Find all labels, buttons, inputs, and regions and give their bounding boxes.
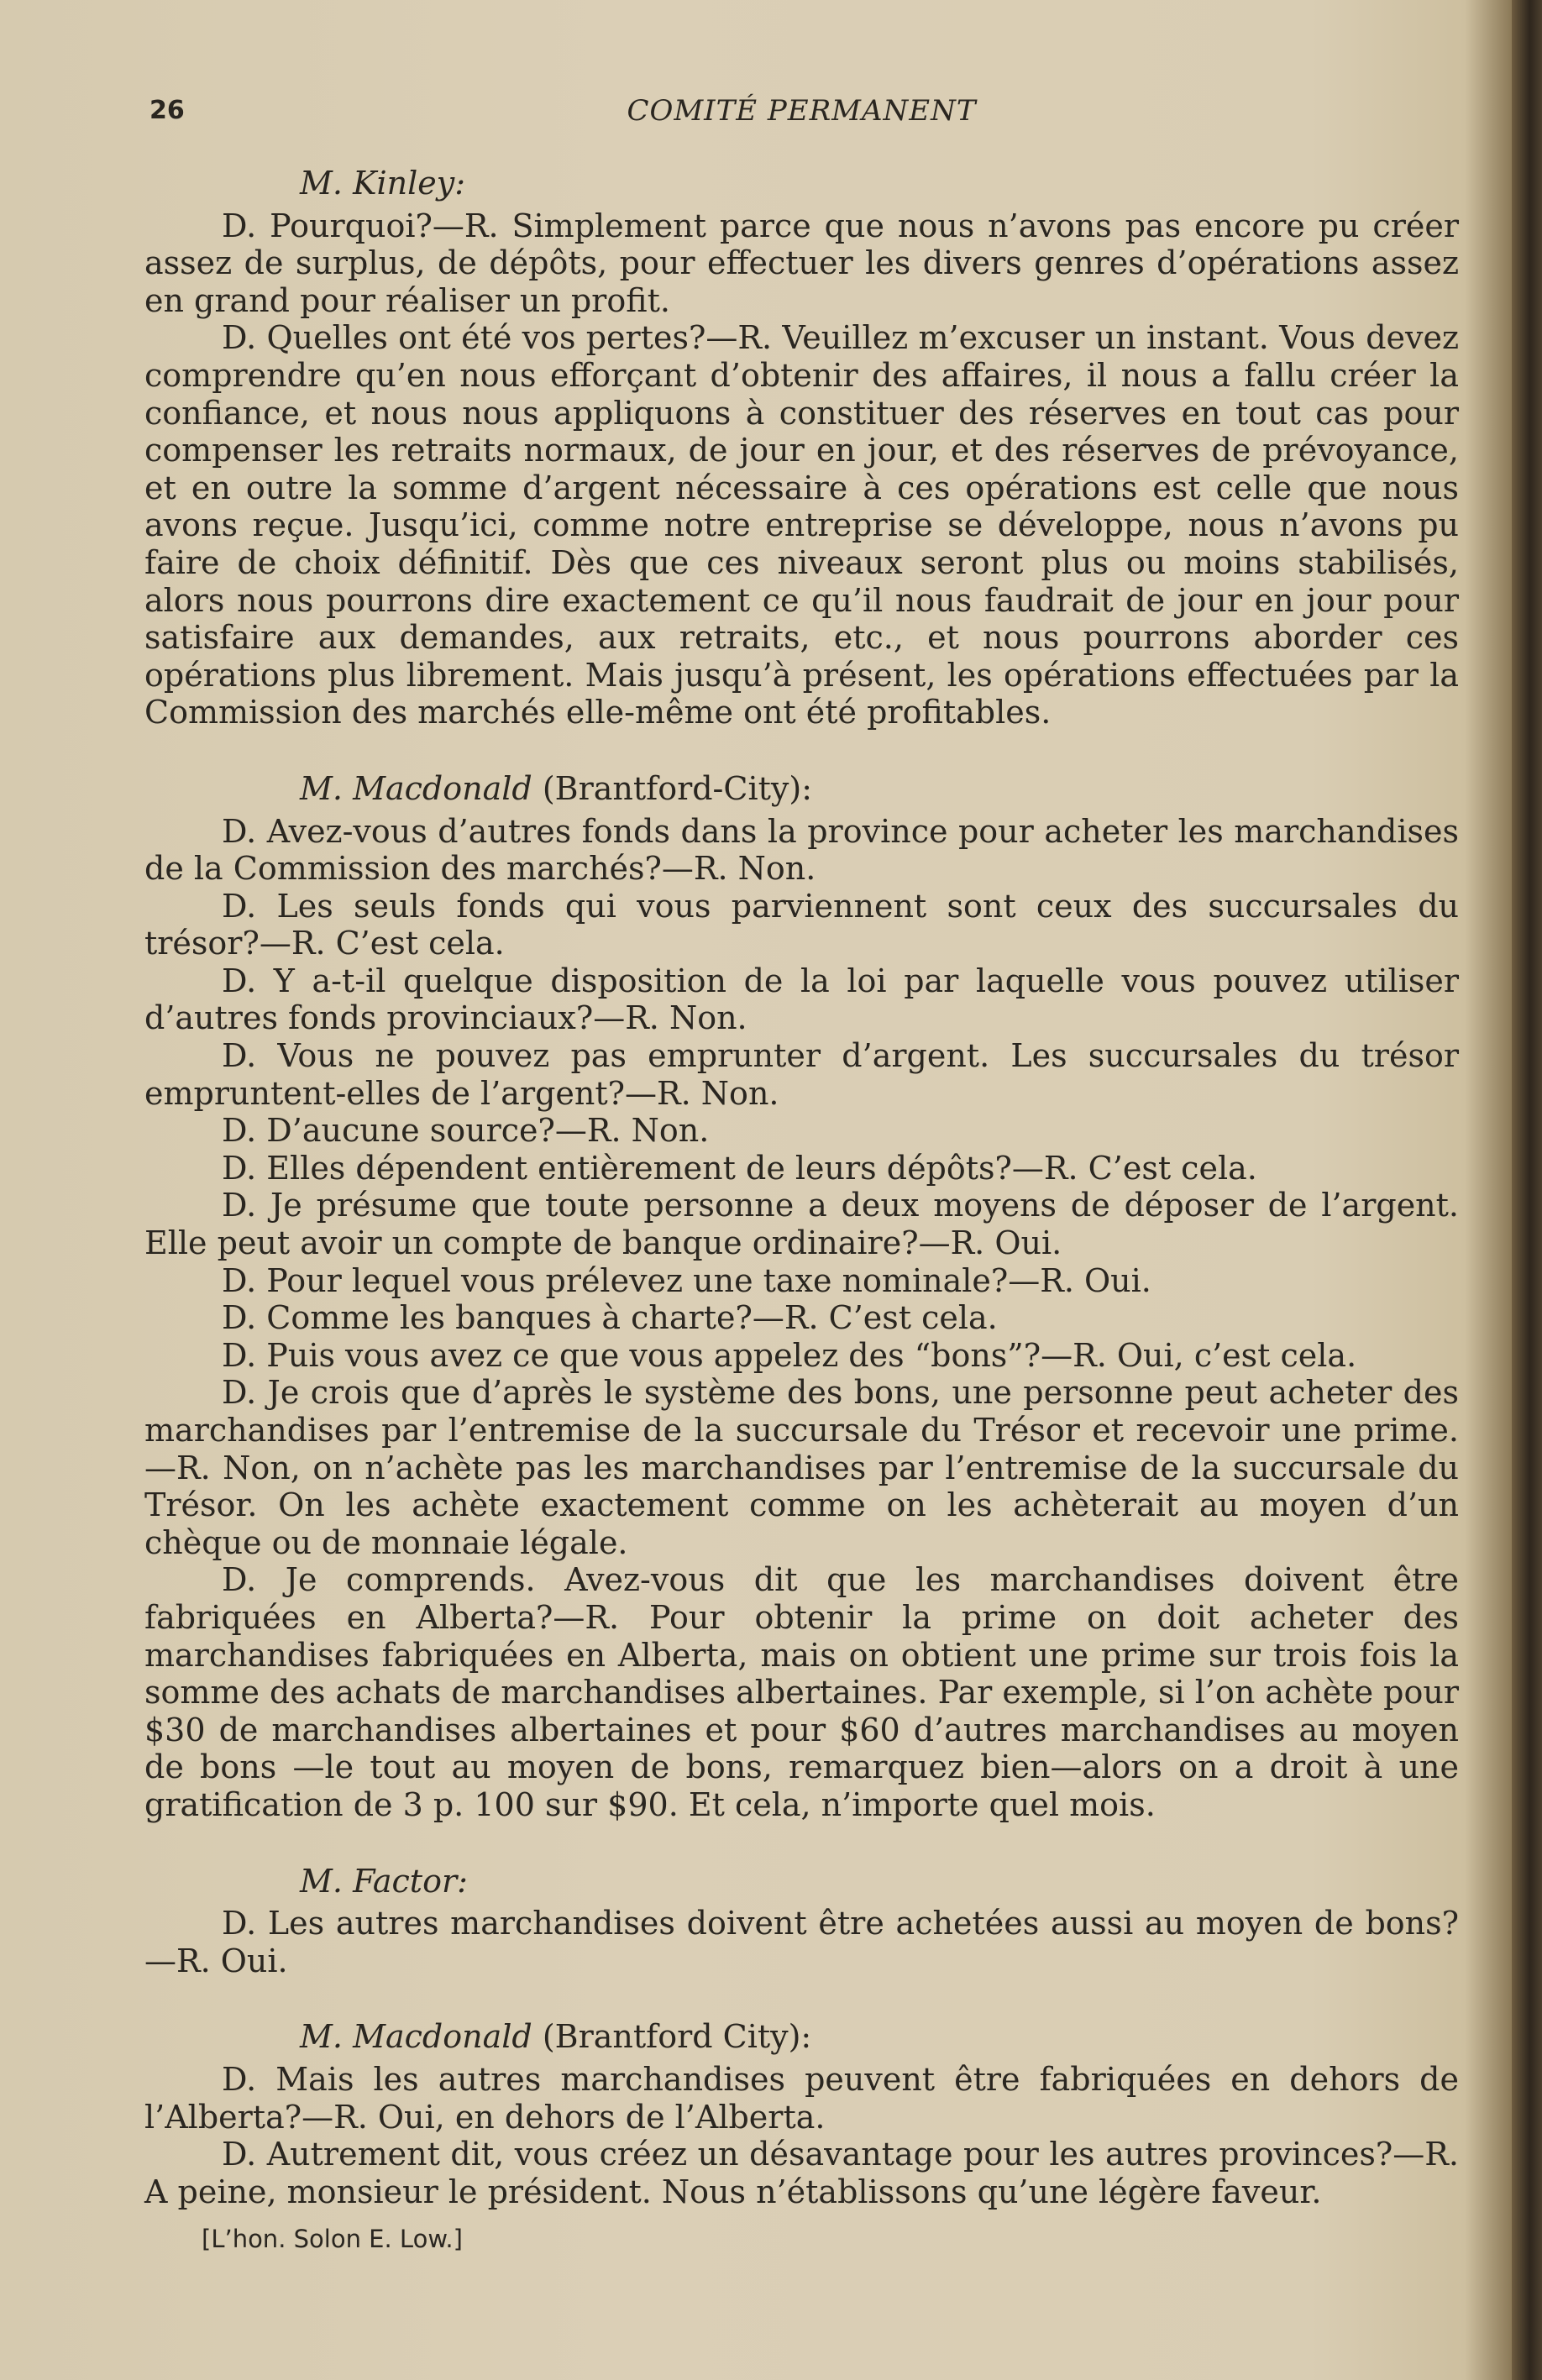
paragraph: D. Je crois que d’après le système des bons, une personne peut acheter des marchandises par l’entremise de la succursale du Trésor et recevoir une prime.—R. Non, on n’achète pas les marchandises par l’entremise de la succursale du Trésor. On les achète exactement comme on les achèterait au moyen d’un chèque ou de monnaie légale. — [144, 1374, 1459, 1561]
speaker-heading: M. Macdonald (Brantford City): — [300, 2018, 812, 2056]
paragraph: D. Les autres marchandises doivent être achetées aussi au moyen de bons?—R. Oui. — [144, 1905, 1459, 1979]
page-header — [144, 92, 1459, 134]
paragraph: D. Quelles ont été vos pertes?—R. Veuillez m’excuser un instant. Vous devez comprendre qu’en nous efforçant d’obtenir des affaires, il nous a fallu créer la confiance, et nous nous appliquons à constituer des réserves en tout cas pour compenser les retraits normaux, de jour en jour, et des réserves de prévoyance, et en outre la somme d’argent nécessaire à ces opérations est celle que nous avons reçue. Jusqu’ici, comme notre entreprise se développe, nous n’avons pu faire de choix définitif. Dès que ces niveaux seront plus ou moins stabilisés, alors nous pourrons dire exactement ce qu’il nous faudrait de jour en jour pour satisfaire aux demandes, aux retraits, etc., et nous pourrons aborder ces opérations plus librement. Mais jusqu’à présent, les opérations effectuées par la Commission des marchés elle-même ont été profitables. — [144, 319, 1459, 731]
book-spine-edge — [1512, 0, 1542, 2380]
paragraph: D. Avez-vous d’autres fonds dans la province pour acheter les marchandises de la Commission des marchés?—R. Non. — [144, 812, 1459, 888]
paragraph: D. Comme les banques à charte?—R. C’est cela. — [222, 1299, 998, 1337]
section-macdonald-1 — [144, 770, 1459, 1824]
speaker-heading: M. Kinley: — [300, 165, 465, 202]
paragraph: D. Je comprends. Avez-vous dit que les marchandises doivent être fabriquées en Alberta?—R. Pour obtenir la prime on doit acheter des marchandises fabriquées en Alberta, mais on obtient une prime sur trois fois la somme des achats de marchandises albertaines. Par exemple, si l’on achète pour $30 de marchandises albertaines et pour $60 d’autres marchandises au moyen de bons —le tout au moyen de bons, remarquez bien—alors on a droit à une gratification de 3 p. 100 sur $90. Et cela, n’importe quel mois. — [144, 1561, 1459, 1823]
speaker-footnote: [L’hon. Solon E. Low.] — [202, 2225, 463, 2254]
paragraph: D. Autrement dit, vous créez un désavantage pour les autres provinces?—R. A peine, monsieur le président. Nous n’établissons qu’une légère faveur. — [144, 2136, 1459, 2210]
paragraph: D. Les seuls fonds qui vous parviennent sont ceux des succursales du trésor?—R. C’est cela. — [144, 887, 1459, 962]
paragraph: D. D’aucune source?—R. Non. — [222, 1112, 710, 1150]
paragraph: D. Y a-t-il quelque disposition de la loi par laquelle vous pouvez utiliser d’autres fonds provinciaux?—R. Non. — [144, 962, 1459, 1037]
document-body — [144, 92, 1459, 2258]
section-kinley — [144, 165, 1459, 731]
paragraph: D. Je présume que toute personne a deux moyens de déposer de l’argent. Elle peut avoir un compte de banque ordinaire?—R. Oui. — [144, 1187, 1459, 1262]
paragraph: D. Puis vous avez ce que vous appelez des “bons”?—R. Oui, c’est cela. — [222, 1336, 1357, 1374]
paragraph: D. Vous ne pouvez pas emprunter d’argent. Les succursales du trésor empruntent-elles de l’argent?—R. Non. — [144, 1037, 1459, 1112]
paragraph: D. Elles dépendent entièrement de leurs dépôts?—R. C’est cela. — [222, 1149, 1257, 1187]
section-factor — [144, 1863, 1459, 1980]
paragraph: D. Pour lequel vous prélevez une taxe nominale?—R. Oui. — [222, 1261, 1151, 1299]
running-title: COMITÉ PERMANENT — [627, 94, 977, 128]
speaker-heading: M. Factor: — [300, 1862, 468, 1900]
paragraph: D. Mais les autres marchandises peuvent être fabriquées en dehors de l’Alberta?—R. Oui, en dehors de l’Alberta. — [144, 2060, 1459, 2136]
page-number: 26 — [149, 96, 185, 125]
section-macdonald-2 — [144, 2018, 1459, 2210]
paragraph: D. Pourquoi?—R. Simplement parce que nous n’avons pas encore pu créer assez de surplus, de dépôts, pour effectuer les divers genres d’opérations assez en grand pour réaliser un profit. — [144, 207, 1459, 319]
speaker-heading: M. Macdonald (Brantford-City): — [300, 769, 812, 807]
